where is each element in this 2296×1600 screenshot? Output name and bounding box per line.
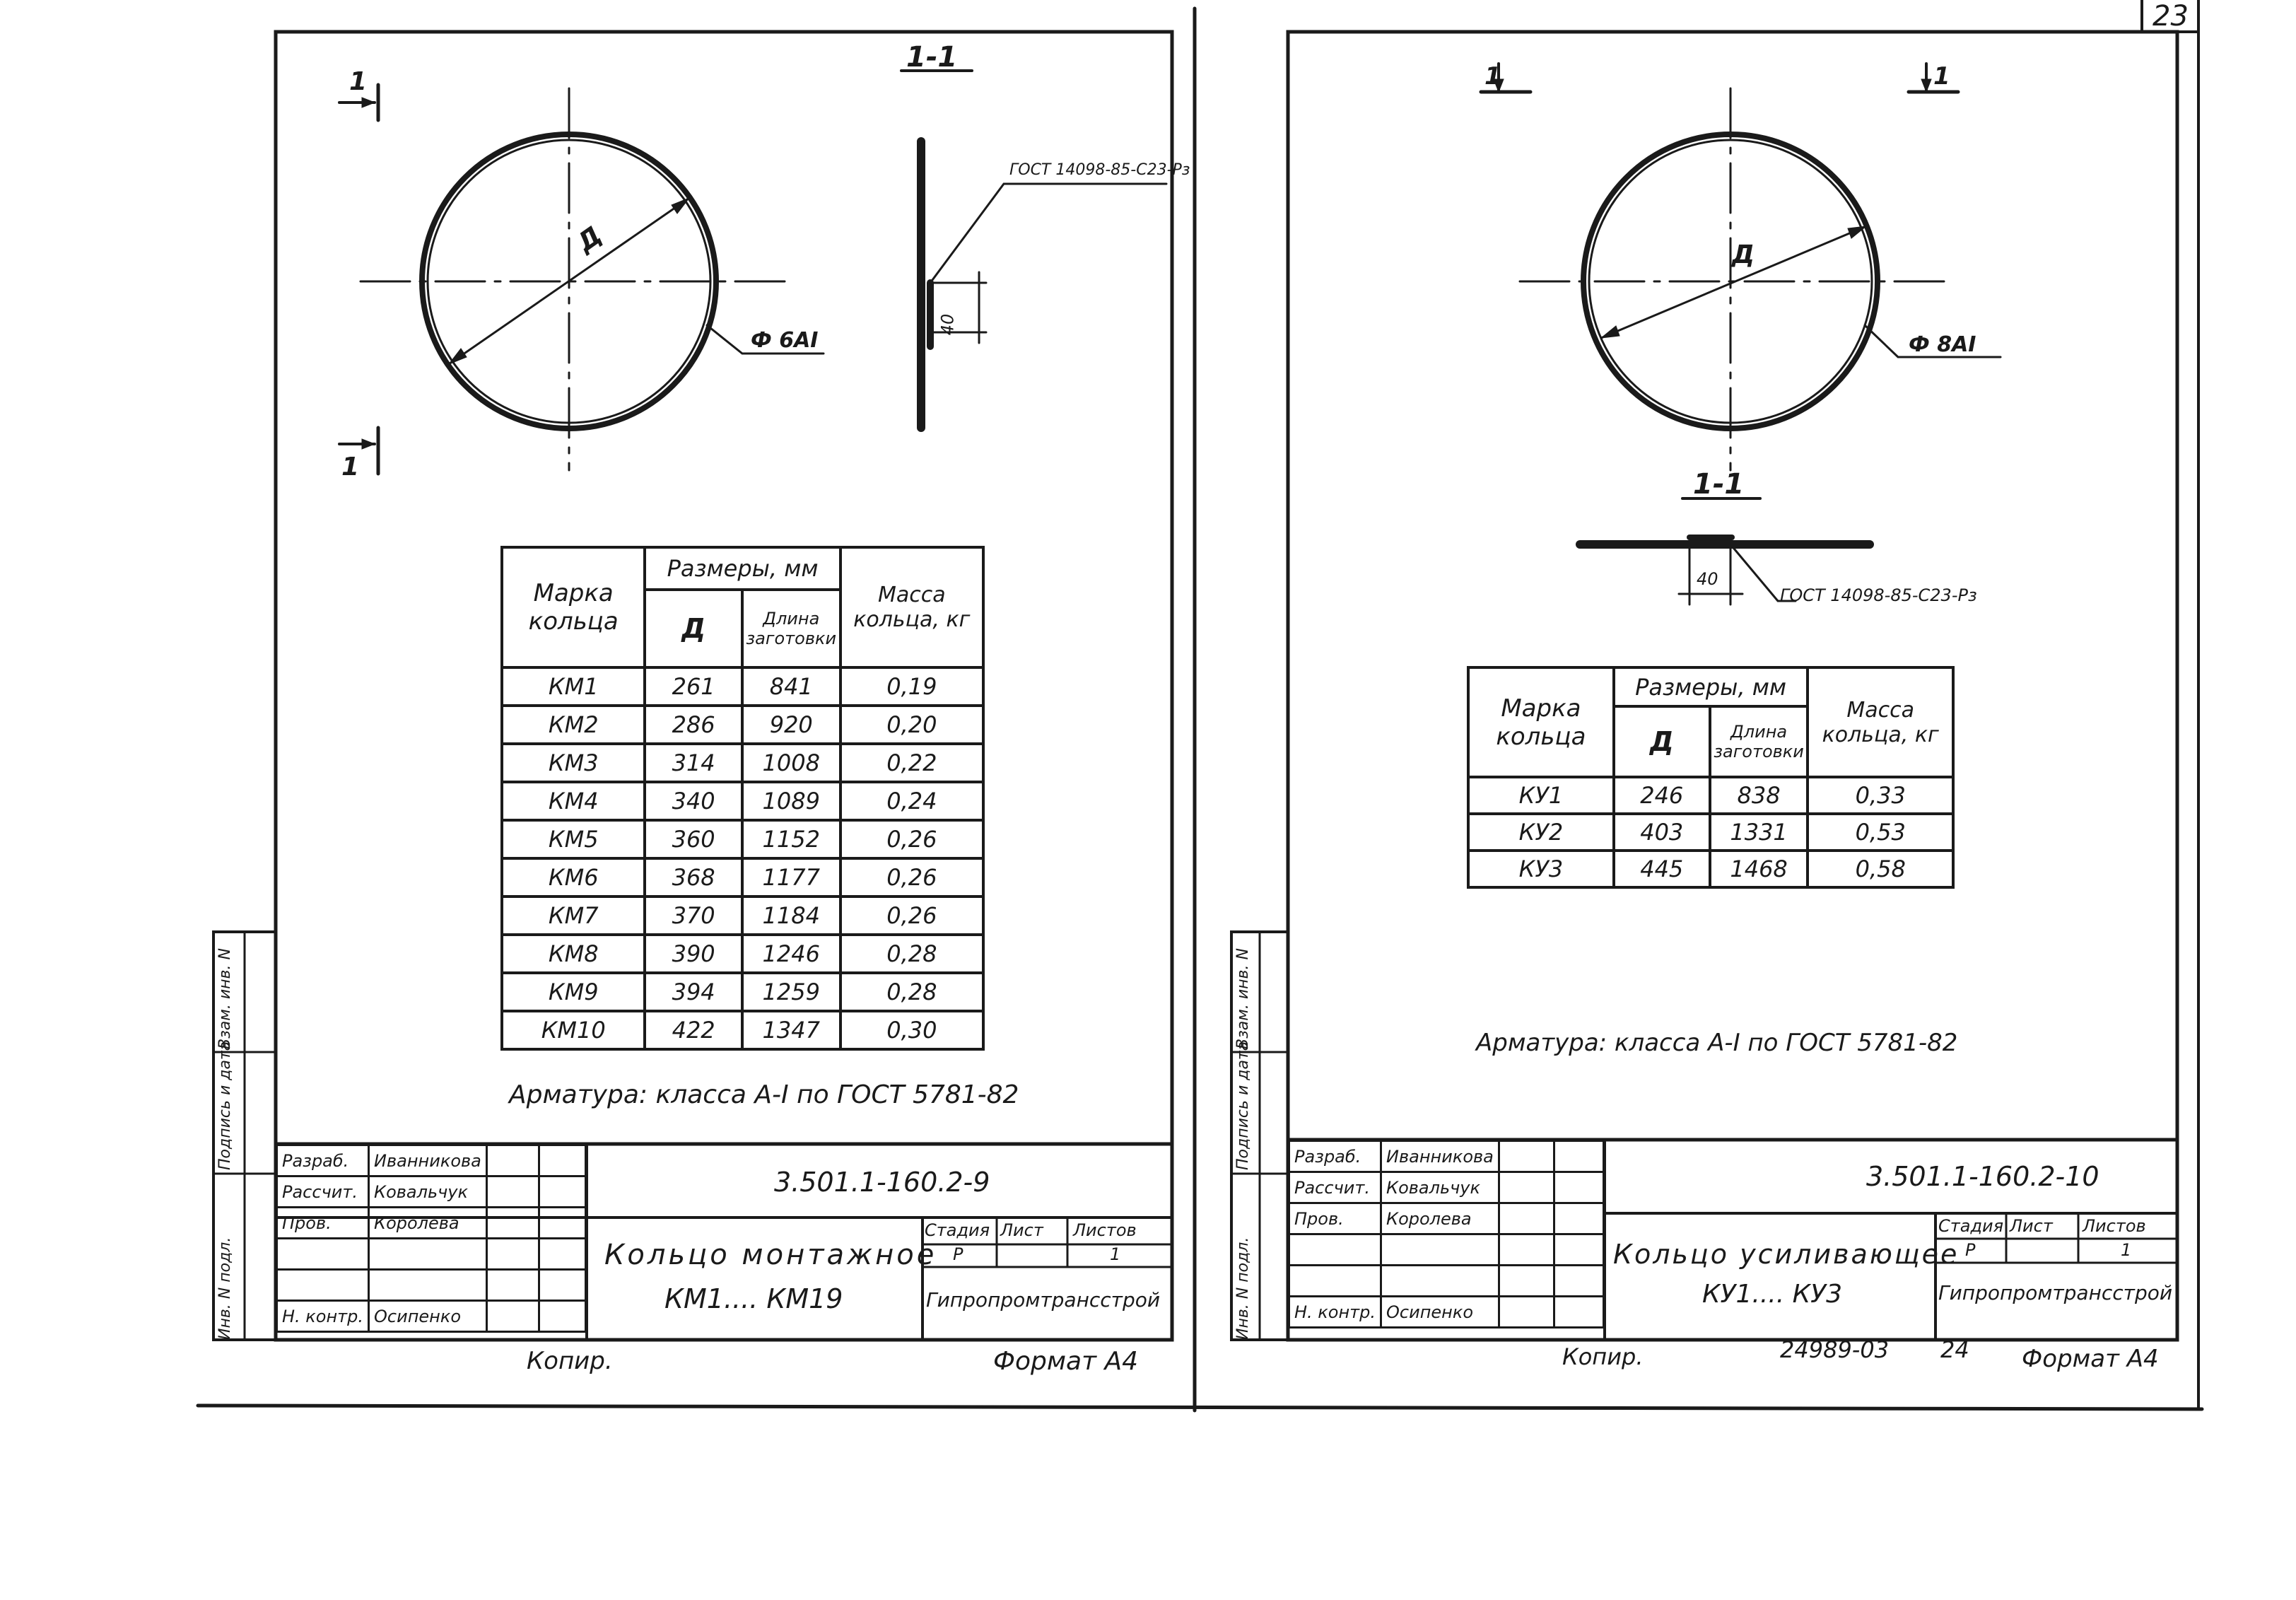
right-ring-table: [1467, 666, 1955, 889]
left-section-label: 1-1: [906, 41, 958, 74]
right-sign-role: Рассчит.: [1289, 1172, 1381, 1203]
left-stage: Р: [953, 1244, 964, 1264]
right-sheets-header: Листов: [2083, 1216, 2146, 1236]
right-sign-name: Ковальчук: [1381, 1172, 1499, 1203]
left-cell-mark: КМ1: [502, 667, 645, 706]
table-row: [502, 820, 983, 858]
left-cell-mark: КМ6: [502, 858, 645, 897]
right-table-header-length: Длина заготовки: [1710, 706, 1808, 777]
left-table-header-length: Длина заготовки: [742, 590, 840, 667]
left-sign-role: Н. контр.: [277, 1301, 369, 1332]
left-cell-length: 1008: [742, 744, 840, 782]
signature-row: [277, 1145, 586, 1176]
right-rebar-label: Ф 8АI: [1909, 332, 1976, 357]
right-sign-name: [1381, 1234, 1499, 1266]
left-cell-diameter: 390: [645, 935, 742, 973]
left-signatures-table: [276, 1144, 587, 1333]
left-cell-mark: КМ7: [502, 897, 645, 935]
left-note: Арматура: класса А-I по ГОСТ 5781-82: [509, 1080, 1019, 1109]
left-cell-diameter: 360: [645, 820, 742, 858]
left-table-header-mark: Марка кольца: [502, 547, 645, 667]
right-sign-role: Разраб.: [1289, 1141, 1381, 1172]
left-cell-mass: 0,20: [840, 706, 983, 744]
left-table-header-d: Д: [645, 590, 742, 667]
left-cell-length: 1184: [742, 897, 840, 935]
right-signatures-table: [1288, 1140, 1605, 1329]
left-cell-mark: КМ9: [502, 973, 645, 1011]
left-side-stamp-2: Подпись и дата: [216, 1041, 234, 1170]
left-cell-length: 920: [742, 706, 840, 744]
left-cell-mark: КМ2: [502, 706, 645, 744]
left-sign-date: [539, 1208, 585, 1239]
left-cell-mass: 0,26: [840, 858, 983, 897]
right-side-stamp-1: Инв. N подл.: [1234, 1237, 1252, 1340]
left-cell-diameter: 340: [645, 782, 742, 820]
left-sign-signature: [486, 1239, 539, 1270]
left-cell-diameter: 394: [645, 973, 742, 1011]
signature-row: [1289, 1234, 1604, 1266]
signature-row: [277, 1176, 586, 1208]
signature-row: [277, 1301, 586, 1332]
left-sign-date: [539, 1270, 585, 1301]
right-doc-title: Кольцо усиливающее: [1613, 1239, 1960, 1270]
right-stage-header: Стадия: [1938, 1216, 2004, 1236]
left-format-label: Формат А4: [993, 1347, 1139, 1376]
right-copy-label: Копир.: [1562, 1343, 1644, 1370]
left-sign-name: Осипенко: [369, 1301, 487, 1332]
right-cut-marker-right: 1: [1933, 62, 1950, 90]
right-archive-number: 24989-03: [1780, 1336, 1890, 1363]
signature-row: [1289, 1141, 1604, 1172]
right-side-stamp-3: Взам. инв. N: [1234, 948, 1252, 1049]
left-cell-mass: 0,26: [840, 820, 983, 858]
right-sign-name: Осипенко: [1381, 1297, 1499, 1328]
signature-row: [277, 1270, 586, 1301]
left-cell-diameter: 370: [645, 897, 742, 935]
right-sign-signature: [1499, 1141, 1554, 1172]
left-cell-length: 1246: [742, 935, 840, 973]
left-cell-diameter: 368: [645, 858, 742, 897]
left-sign-date: [539, 1145, 585, 1176]
right-sign-date: [1554, 1266, 1603, 1297]
right-sign-date: [1554, 1172, 1603, 1203]
left-sign-name: Ковальчук: [369, 1176, 487, 1208]
table-row: [502, 897, 983, 935]
left-sign-role: Пров.: [277, 1208, 369, 1239]
right-sheets: 1: [2121, 1240, 2132, 1260]
left-cell-mass: 0,24: [840, 782, 983, 820]
left-sign-signature: [486, 1208, 539, 1239]
right-format-label: Формат А4: [2022, 1345, 2159, 1373]
page-number: 23: [2152, 0, 2189, 33]
left-cell-diameter: 261: [645, 667, 742, 706]
left-sign-role: [277, 1239, 369, 1270]
right-table-header-sizes: Размеры, мм: [1614, 667, 1808, 706]
right-stage: Р: [1965, 1240, 1976, 1260]
right-org: Гипропромтрансстрой: [1938, 1281, 2173, 1304]
right-sign-signature: [1499, 1266, 1554, 1297]
table-row: [1468, 777, 1953, 814]
left-cell-mass: 0,28: [840, 935, 983, 973]
left-table-header-mass: Масса кольца, кг: [840, 547, 983, 667]
left-doc-title: Кольцо монтажное: [604, 1239, 937, 1271]
table-row: [502, 706, 983, 744]
right-cell-mass: 0,53: [1808, 814, 1953, 851]
left-sign-name: [369, 1239, 487, 1270]
right-archive-page: 24: [1940, 1336, 1969, 1363]
signature-row: [1289, 1297, 1604, 1328]
right-sheet-header: Лист: [2010, 1216, 2053, 1236]
right-diameter-label: Д: [1732, 240, 1755, 269]
right-section-label: 1-1: [1693, 468, 1745, 501]
left-sheets: 1: [1110, 1244, 1121, 1264]
left-cell-diameter: 286: [645, 706, 742, 744]
right-sign-signature: [1499, 1297, 1554, 1328]
left-cell-diameter: 314: [645, 744, 742, 782]
right-sign-role: Н. контр.: [1289, 1297, 1381, 1328]
left-sheet-header: Лист: [1000, 1220, 1043, 1240]
left-cell-length: 1347: [742, 1011, 840, 1049]
signature-row: [277, 1208, 586, 1239]
right-note: Арматура: класса А-I по ГОСТ 5781-82: [1476, 1029, 1958, 1057]
table-row: [1468, 851, 1953, 887]
left-sign-role: [277, 1270, 369, 1301]
table-row: [502, 973, 983, 1011]
left-ring-table: [500, 546, 985, 1051]
left-weld-leader: [930, 184, 1166, 283]
left-sign-date: [539, 1176, 585, 1208]
left-cell-mass: 0,26: [840, 897, 983, 935]
right-doc-number: 3.501.1-160.2-10: [1866, 1161, 2099, 1192]
right-sign-name: [1381, 1266, 1499, 1297]
left-cell-mark: КМ4: [502, 782, 645, 820]
right-sign-signature: [1499, 1203, 1554, 1234]
right-cell-length: 1468: [1710, 851, 1808, 887]
left-sign-role: Разраб.: [277, 1145, 369, 1176]
right-dim-40: 40: [1697, 569, 1718, 589]
table-row: [502, 935, 983, 973]
left-cell-mark: КМ3: [502, 744, 645, 782]
left-diameter-label: Д: [572, 221, 607, 258]
left-cell-mark: КМ10: [502, 1011, 645, 1049]
table-row: [502, 782, 983, 820]
left-sign-name: [369, 1270, 487, 1301]
left-cell-length: 1177: [742, 858, 840, 897]
left-cut-marker-bottom: 1: [341, 452, 360, 481]
bottom-trim-line: [198, 1406, 2202, 1409]
right-cell-length: 1331: [1710, 814, 1808, 851]
right-sign-role: Пров.: [1289, 1203, 1381, 1234]
left-cell-length: 1089: [742, 782, 840, 820]
left-cell-mass: 0,19: [840, 667, 983, 706]
left-side-stamp-1: Инв. N подл.: [216, 1237, 234, 1340]
left-cell-mass: 0,28: [840, 973, 983, 1011]
right-sign-date: [1554, 1234, 1603, 1266]
left-sign-name: Королева: [369, 1208, 487, 1239]
right-table-header-mark: Марка кольца: [1468, 667, 1614, 777]
left-gost-weld: ГОСТ 14098-85-С23-Рз: [1009, 161, 1190, 179]
right-cell-mark: КУ2: [1468, 814, 1614, 851]
right-sign-role: [1289, 1266, 1381, 1297]
right-doc-subtitle: КУ1.... КУ3: [1702, 1280, 1843, 1309]
right-sign-role: [1289, 1234, 1381, 1266]
left-cell-length: 841: [742, 667, 840, 706]
right-gost-weld: ГОСТ 14098-85-С23-Рз: [1780, 585, 1977, 605]
right-sign-name: Иванникова: [1381, 1141, 1499, 1172]
right-cell-diameter: 445: [1614, 851, 1710, 887]
table-row: [502, 744, 983, 782]
signature-row: [1289, 1203, 1604, 1234]
left-cell-diameter: 422: [645, 1011, 742, 1049]
left-sign-name: Иванникова: [369, 1145, 487, 1176]
right-sign-name: Королева: [1381, 1203, 1499, 1234]
table-row: [502, 858, 983, 897]
left-sign-signature: [486, 1270, 539, 1301]
left-sign-date: [539, 1239, 585, 1270]
left-rebar-label: Ф 6АI: [751, 328, 819, 353]
right-table-header-d: Д: [1614, 706, 1710, 777]
left-cell-length: 1259: [742, 973, 840, 1011]
right-table-header-mass: Масса кольца, кг: [1808, 667, 1953, 777]
left-stage-header: Стадия: [925, 1220, 990, 1240]
right-sign-date: [1554, 1297, 1603, 1328]
right-sign-signature: [1499, 1234, 1554, 1266]
table-row: [502, 667, 983, 706]
left-cell-length: 1152: [742, 820, 840, 858]
right-cell-diameter: 246: [1614, 777, 1710, 814]
right-sign-signature: [1499, 1172, 1554, 1203]
table-row: [502, 1011, 983, 1049]
left-sign-signature: [486, 1176, 539, 1208]
left-doc-subtitle: КМ1.... КМ19: [664, 1283, 843, 1314]
left-cell-mark: КМ5: [502, 820, 645, 858]
left-copy-label: Копир.: [527, 1347, 613, 1375]
right-cut-marker-left: 1: [1484, 62, 1501, 90]
right-cell-mass: 0,33: [1808, 777, 1953, 814]
left-cell-mass: 0,30: [840, 1011, 983, 1049]
right-cell-length: 838: [1710, 777, 1808, 814]
left-org: Гипропромтрансстрой: [926, 1288, 1161, 1312]
left-sign-signature: [486, 1301, 539, 1332]
left-doc-number: 3.501.1-160.2-9: [774, 1167, 990, 1198]
signature-row: [1289, 1172, 1604, 1203]
left-sign-date: [539, 1301, 585, 1332]
left-dim-40: 40: [937, 313, 958, 336]
right-cell-diameter: 403: [1614, 814, 1710, 851]
left-cell-mark: КМ8: [502, 935, 645, 973]
right-cell-mark: КУ1: [1468, 777, 1614, 814]
left-sign-role: Рассчит.: [277, 1176, 369, 1208]
left-sheets-header: Листов: [1073, 1220, 1137, 1240]
right-cell-mark: КУ3: [1468, 851, 1614, 887]
right-sign-date: [1554, 1203, 1603, 1234]
right-sign-date: [1554, 1141, 1603, 1172]
signature-row: [1289, 1266, 1604, 1297]
right-cell-mass: 0,58: [1808, 851, 1953, 887]
left-cut-marker-top: 1: [349, 67, 368, 96]
left-sign-signature: [486, 1145, 539, 1176]
table-row: [1468, 814, 1953, 851]
left-table-header-sizes: Размеры, мм: [645, 547, 840, 590]
signature-row: [277, 1239, 586, 1270]
left-side-stamp-3: Взам. инв. N: [216, 948, 234, 1049]
left-cell-mass: 0,22: [840, 744, 983, 782]
right-side-stamp-2: Подпись и дата: [1234, 1041, 1252, 1170]
